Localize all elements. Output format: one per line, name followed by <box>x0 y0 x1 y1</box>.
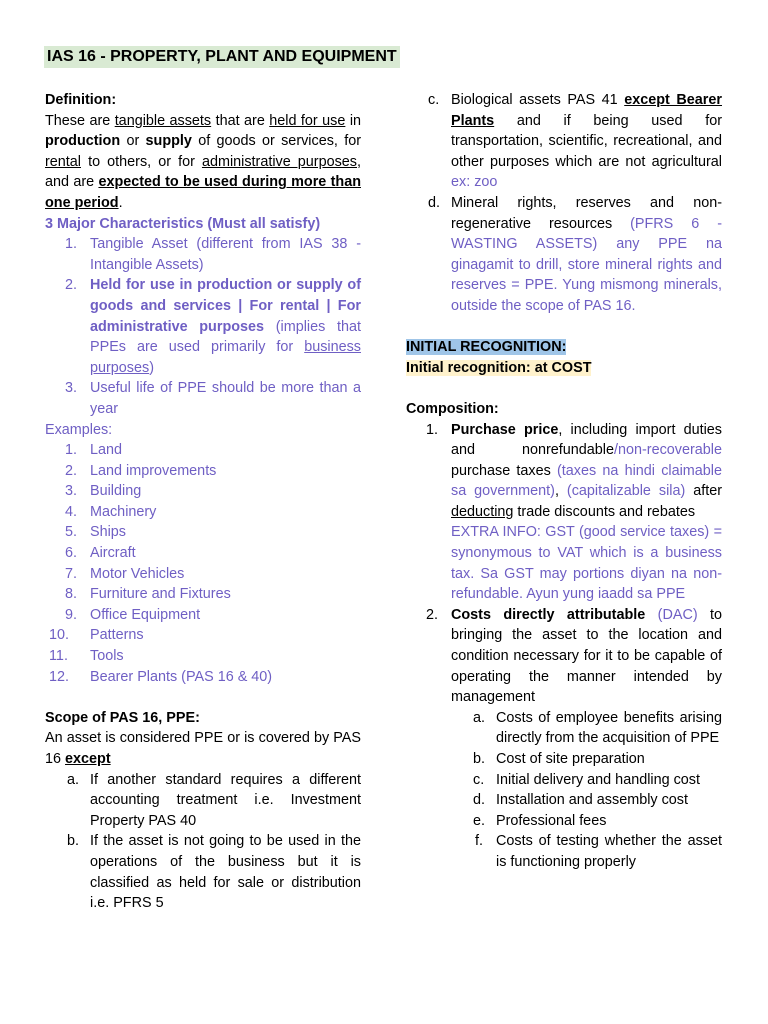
examples-heading: Examples: <box>45 421 113 438</box>
list-item: 2. Land improvements <box>65 462 217 479</box>
list-item: 6. Aircraft <box>65 545 136 562</box>
list-item: 1. Land <box>65 442 123 459</box>
list-item: b. Cost of site preparation <box>473 751 645 767</box>
definition-heading: Definition: <box>45 92 117 108</box>
extra-info-note: EXTRA INFO: GST (good service taxes) = synonymous to VAT which is a business tax. Sa GST may portions diyan na non-refundable. Ayun yung iaadd sa PPE <box>451 524 722 603</box>
list-item: 3. Building <box>65 483 142 500</box>
list-item: 4. Machinery <box>65 503 157 520</box>
list-item: e. Professional fees <box>473 812 607 829</box>
scope-list <box>45 770 361 914</box>
list-item: a. Costs of employee benefits arising directly from the acquisition of PPE <box>473 709 722 747</box>
composition-item: 1. Purchase price, including import duties and nonrefundable/non-recoverable purchase taxes (taxes na hindi claimable sa government), (capitalizable sila) after deducting trade discounts and rebates EXTRA INFO: GST (good service taxes) = synonymous to VAT which is a business tax. Sa GST may portions diyan na non-refundable. Ayun yung iaadd sa PPE <box>406 420 722 605</box>
list-item: 7. Motor Vehicles <box>65 565 185 582</box>
list-item: 1. Tangible Asset (different from IAS 38 - Intangible Assets) <box>65 236 361 273</box>
composition-item: 2. Costs directly attributable (DAC) to bringing the asset to the location and condition necessary for it to be capable of operating the manner intended by management a. Costs of employee benefits arising directly from the acquisition of PPE b. Cost of site preparation c. Initial delivery and handling cost d. Installation and assembly cost e. Professional fees f. Costs of testing whether the asset is functioning properly <box>406 605 722 873</box>
list-item: 3. Useful life of PPE should be more than a year <box>65 380 361 417</box>
composition-heading: Composition: <box>406 400 499 417</box>
list-item: f. Costs of testing whether the asset is functioning properly <box>475 833 722 870</box>
list-item: 9. Office Equipment <box>65 606 201 623</box>
list-item: d. Mineral rights, reserves and non-regenerative resources (PFRS 6 - WASTING ASSETS) any PPE na ginagamit to drill, store mineral rights and reserves = PPE. Yung mismong minerals, outside the scope of PAS 16. <box>428 194 722 314</box>
list-item: 12. Bearer Plants (PAS 16 & 40) <box>49 668 273 685</box>
right-column <box>406 90 722 873</box>
list-item: 8. Furniture and Fixtures <box>65 586 231 603</box>
list-item: a. If another standard requires a different accounting treatment i.e. Investment Property PAS 40 <box>67 771 361 829</box>
list-item: 2. Held for use in production or supply of goods and services | For rental | For administrative purposes (implies that PPEs are used primarily for business purposes) <box>65 277 362 376</box>
scope-heading: Scope of PAS 16, PPE: <box>45 709 200 726</box>
characteristics-list <box>45 234 361 419</box>
left-column <box>45 90 361 914</box>
page-title: IAS 16 - PROPERTY, PLANT AND EQUIPMENT <box>44 46 400 68</box>
list-item: 11. Tools <box>49 648 124 665</box>
list-item: 5. Ships <box>65 524 126 541</box>
list-item: 10. Patterns <box>49 627 144 644</box>
list-item: c. Biological assets PAS 41 except Bearer Plants and if being used for transportation, scientific, recreational, and other purposes which are not agricultural ex: zoo <box>428 92 722 191</box>
list-item: d. Installation and assembly cost <box>473 792 688 809</box>
list-item: c. Initial delivery and handling cost <box>473 771 700 788</box>
definition-text: These are tangible assets that are held for use in production or supply of goods or services, for rental to others, or for administrative purposes, and are expected to be used during more than one period. <box>45 112 362 211</box>
initial-recognition-sub: Initial recognition: at COST <box>406 359 592 376</box>
characteristics-heading: 3 Major Characteristics (Must all satisfy) <box>45 215 321 232</box>
scope-intro: An asset is considered PPE or is covered by PAS 16 except <box>45 730 361 767</box>
dac-sublist <box>451 708 722 873</box>
examples-list <box>45 440 361 687</box>
list-item: b. If the asset is not going to be used in the operations of the business but it is classified as held for sale or distribution i.e. PFRS 5 <box>67 833 361 912</box>
initial-recognition-heading: INITIAL RECOGNITION: <box>406 339 567 356</box>
